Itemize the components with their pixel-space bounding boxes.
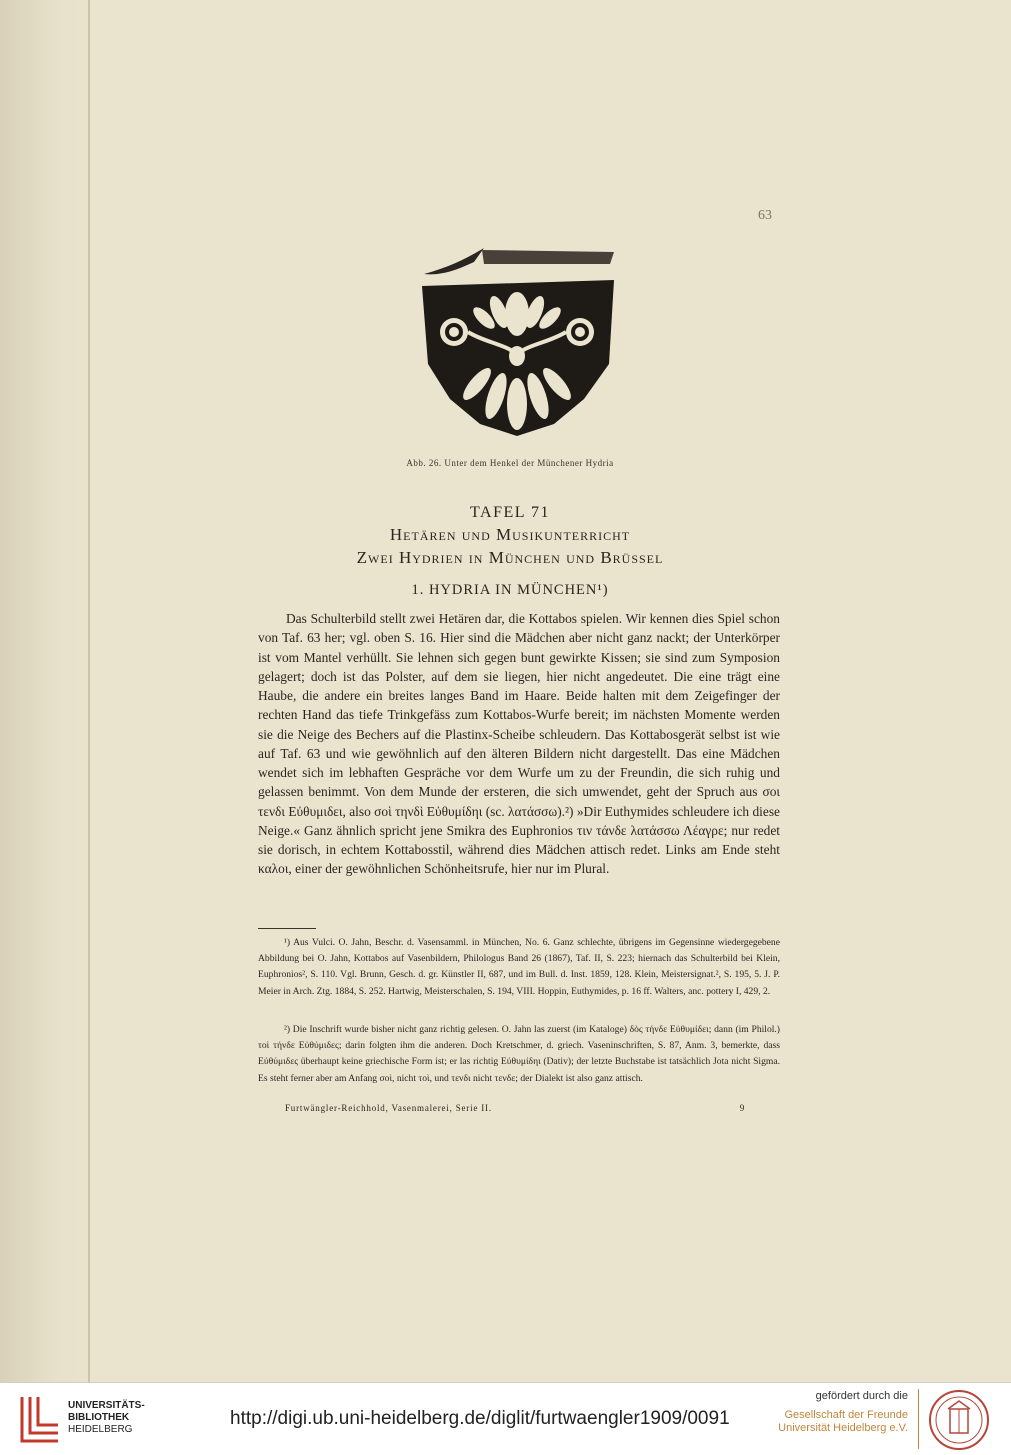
footnote-1 xyxy=(258,935,780,1000)
viewer-footer-bar xyxy=(0,1382,1011,1455)
library-name xyxy=(68,1400,145,1436)
sponsor-line-1: Gesellschaft der Freunde xyxy=(784,1409,908,1421)
library-line-3: HEIDELBERG xyxy=(68,1424,133,1435)
library-logo-icon xyxy=(18,1393,62,1445)
footnote-rule xyxy=(258,928,316,929)
body-text xyxy=(258,609,780,879)
palmette-ornament-icon xyxy=(414,244,619,439)
library-line-1: UNIVERSITÄTS- xyxy=(68,1400,145,1411)
sponsor-divider xyxy=(918,1389,919,1449)
section-heading: 1. HYDRIA IN MÜNCHEN¹) xyxy=(411,582,609,598)
footnote-1-text: ¹) Aus Vulci. O. Jahn, Beschr. d. Vasensamml. in München, No. 6. Ganz schlechte, übrigens im Gegensinne wiedergegebene Abbildung bei O. Jahn, Kottabos auf Vasenbildern, Philologus Band 26 (1867), Taf. II, S. 223; hiernach das Schulterbild bei Klein, Euphronios², S. 110. Vgl. Brunn, Gesch. d. gr. Künstler II, 687, und im Bull. d. Inst. 1859, 128. Klein, Meistersignat.², S. 195, 5. J. P. Meier in Arch. Ztg. 1884, S. 252. Hartwig, Meisterschalen, S. 194, VIII. Hoppin, Euthymides, p. 16 ff. Walters, anc. pottery I, 429, 2. xyxy=(258,937,780,997)
sponsor-name xyxy=(760,1409,908,1435)
fold-line xyxy=(88,0,90,1382)
footnote-2-text: ²) Die Inschrift wurde bisher nicht ganz richtig gelesen. O. Jahn las zuerst (im Kataloge) δὸς τήνδε Εὐθυμίδει; dann (im Philol.) τοὶ τήνδε Εὐθύμιδες; darin folgten ihm die anderen. Doch Kretschmer, d. griech. Vaseninschriften, S. 87, Anm. 3, bemerkte, dass Εὐθύμιδες überhaupt keine griechische Form ist; er las richtig Εὐθυμίδηι (Dativ); der letzte Buchstabe ist tatsächlich Jota nicht Sigma. Es steht ferner aber am Anfang σοὶ, nicht τοὶ, und τενδι nicht τενδε; der Dialekt ist also ganz attisch. xyxy=(258,1024,780,1084)
sponsor-label: gefördert durch die xyxy=(815,1390,908,1402)
title-line-2: Zwei Hydrien in München und Brüssel xyxy=(356,548,664,567)
title-line-1: Hetären und Musikunterricht xyxy=(389,525,631,544)
body-paragraph: Das Schulterbild stellt zwei Hetären dar, die Kottabos spielen. Wir kennen dies Spiel schon von Taf. 63 her; vgl. oben S. 16. Hier sind die Mädchen aber nicht ganz nackt; der Unterkörper ist vom Mantel verhüllt. Sie lehnen sich gegen bunt gewirkte Kissen; sie sind zum Symposion gelagert; doch ist das Polster, auf dem sie liegen, hier nicht angedeutet. Die eine trägt eine Haube, die andere ein breites langes Band im Haare. Beide halten mit dem Zeigefinger der rechten Hand das tiefe Trinkgefäss zum Kottabos-Wurfe bereit; im nächsten Momente werden sie die Neige des Bechers auf die Plastinx-Scheibe schleudern. Das Kottabosgerät selbst ist wie auf Taf. 63 und wie gewöhnlich auf den älteren Bildern nicht dargestellt. Das eine Mädchen wendet sich im lebhaften Gespräche vor dem Wurfe um zu der Freundin, die sich ruhig und gelassen benimmt. Von dem Munde der ersteren, die sich umwendet, geht der Spruch aus σοι τενδι Εὐθυμιδει, also σοὶ τηνδὶ Εὐθυμίδηι (sc. λατάσσω).²) »Dir Euthymides schleudere ich diese Neige.« Ganz ähnlich spricht jene Smikra des Euphronios τιν τάνδε λατάσσω Λέαγρε; nur redet sie dorisch, in echtem Kottabosstil, während dies Mädchen attisch redet. Links am Ende steht καλοι, einer der gewöhnlichen Schönheitsrufe, hier nur im Plural. xyxy=(258,611,780,877)
library-line-2: BIBLIOTHEK xyxy=(68,1412,130,1423)
sponsor-line-2: Universität Heidelberg e.V. xyxy=(778,1422,908,1434)
permalink-url[interactable]: http://digi.ub.uni-heidelberg.de/diglit/furtwaengler1909/0091 xyxy=(230,1408,730,1429)
footnote-2 xyxy=(258,1022,780,1087)
page-footer xyxy=(285,1103,745,1113)
university-seal-icon xyxy=(928,1389,990,1451)
page-number: 63 xyxy=(758,208,772,223)
plate-heading: TAFEL 71 xyxy=(470,504,550,521)
figure-caption: Abb. 26. Unter dem Henkel der Münchener Hydria xyxy=(406,458,614,468)
footer-left: Furtwängler-Reichhold, Vasenmalerei, Serie II. xyxy=(285,1103,492,1113)
footer-signature: 9 xyxy=(739,1103,745,1113)
book-spine-shadow xyxy=(0,0,95,1382)
